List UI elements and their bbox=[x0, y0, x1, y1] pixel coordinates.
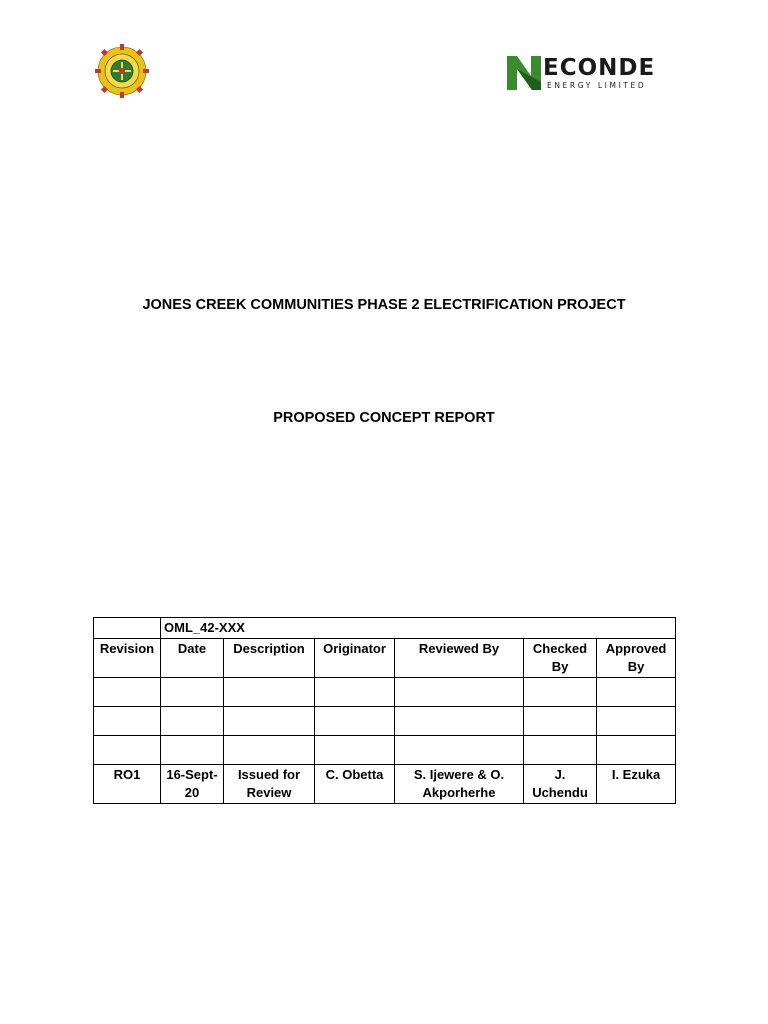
document-title: JONES CREEK COMMUNITIES PHASE 2 ELECTRIFICATION PROJECT bbox=[142, 297, 626, 313]
header-cell: Date bbox=[161, 639, 224, 678]
revision-cell: RO1 bbox=[94, 765, 161, 804]
gear-seal-logo bbox=[94, 43, 150, 99]
neconde-logo bbox=[505, 52, 675, 94]
table-row bbox=[94, 678, 676, 707]
logo-wordmark: ECONDE bbox=[543, 55, 656, 81]
checked-by-cell: J. Uchendu bbox=[524, 765, 597, 804]
approved-by-cell: I. Ezuka bbox=[597, 765, 676, 804]
gear-seal-icon bbox=[94, 43, 150, 99]
header-cell: Originator bbox=[315, 639, 395, 678]
description-cell: Issued for Review bbox=[224, 765, 315, 804]
originator-cell: C. Obetta bbox=[315, 765, 395, 804]
table-code-row bbox=[94, 618, 676, 639]
header-cell: Description bbox=[224, 639, 315, 678]
table-row bbox=[94, 707, 676, 736]
logo-subtitle: ENERGY LIMITED bbox=[547, 81, 647, 90]
document-subtitle: PROPOSED CONCEPT REPORT bbox=[273, 410, 495, 426]
header-cell: Checked By bbox=[524, 639, 597, 678]
header-cell: Reviewed By bbox=[395, 639, 524, 678]
table-row bbox=[94, 736, 676, 765]
revision-table bbox=[93, 617, 676, 804]
reviewed-by-cell: S. Ijewere & O. Akporherhe bbox=[395, 765, 524, 804]
project-code: OML_42-XXX bbox=[161, 618, 676, 639]
header-cell: Approved By bbox=[597, 639, 676, 678]
table-row bbox=[94, 765, 676, 804]
header-cell: Revision bbox=[94, 639, 161, 678]
date-cell: 16-Sept-20 bbox=[161, 765, 224, 804]
table-header-row bbox=[94, 639, 676, 678]
